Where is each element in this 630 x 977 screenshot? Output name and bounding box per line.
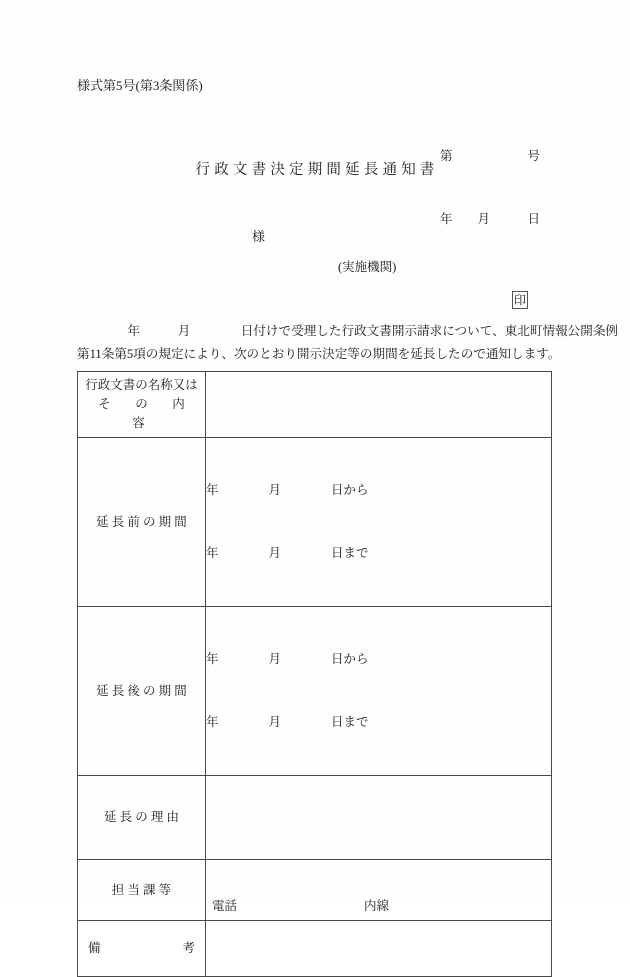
row-label-line-1b: 考 (182, 941, 195, 955)
row-value-extension-reason[interactable] (206, 776, 552, 860)
row-label-line-1: 延 長 の 理 由 (103, 810, 179, 824)
form-number: 様式第5号(第3条関係) (77, 78, 203, 93)
table-row (78, 438, 552, 607)
remarks-label-wrap (78, 939, 205, 958)
row-label-line-1: 備 (88, 941, 101, 955)
row-label-extension-reason (78, 776, 206, 860)
period-before-to: 年 月 日まで (206, 546, 369, 560)
row-value-document-name[interactable] (206, 372, 552, 438)
contact-fields (206, 860, 551, 920)
row-label-line-2: そ の 内 容 (98, 397, 210, 430)
issuing-agency-label: (実施機関) (338, 260, 397, 274)
period-after-from: 年 月 日から (206, 652, 369, 666)
row-label-line-1: 行政文書の名称又は (85, 378, 198, 392)
notification-form-table (77, 371, 552, 977)
row-label-remarks (78, 921, 206, 977)
row-label-line-1: 延 長 後 の 期 間 (96, 683, 187, 698)
table-row (78, 372, 552, 438)
row-value-period-before[interactable] (206, 438, 552, 607)
row-value-period-after[interactable] (206, 607, 552, 776)
telephone-label: 電話 (212, 899, 238, 913)
table-row (78, 860, 552, 921)
row-label-department (78, 860, 206, 921)
table-row (78, 776, 552, 860)
row-label-line-1: 延 長 前 の 期 間 (96, 514, 187, 529)
body-line-1: 年 月 日付けで受理した行政文書開示請求について、東北町情報公開条例 (77, 324, 619, 338)
page-title: 行政文書決定期間延長通知書 (195, 162, 439, 178)
table-row (78, 607, 552, 776)
extension-label: 内線 (364, 899, 390, 913)
row-label-line-1: 担 当 課 等 (111, 882, 172, 897)
row-label-period-before (78, 438, 206, 607)
document-meta-block (440, 104, 540, 272)
document-number-line: 第 号 (440, 149, 541, 163)
table-row (78, 921, 552, 977)
body-paragraph (77, 320, 619, 366)
document-date-line: 年 月 日 (440, 212, 541, 226)
row-value-remarks[interactable] (206, 921, 552, 977)
period-after-to: 年 月 日まで (206, 715, 369, 729)
addressee-honorific: 様 (252, 229, 266, 244)
period-before-from: 年 月 日から (206, 483, 369, 497)
seal-icon: 印 (513, 293, 526, 307)
body-line-2: 第11条第5項の規定により、次のとおり開示決定等の期間を延長したので通知します。 (77, 347, 561, 361)
row-label-document-name (78, 372, 210, 438)
row-label-period-after (78, 607, 206, 776)
row-value-department[interactable] (206, 860, 552, 921)
